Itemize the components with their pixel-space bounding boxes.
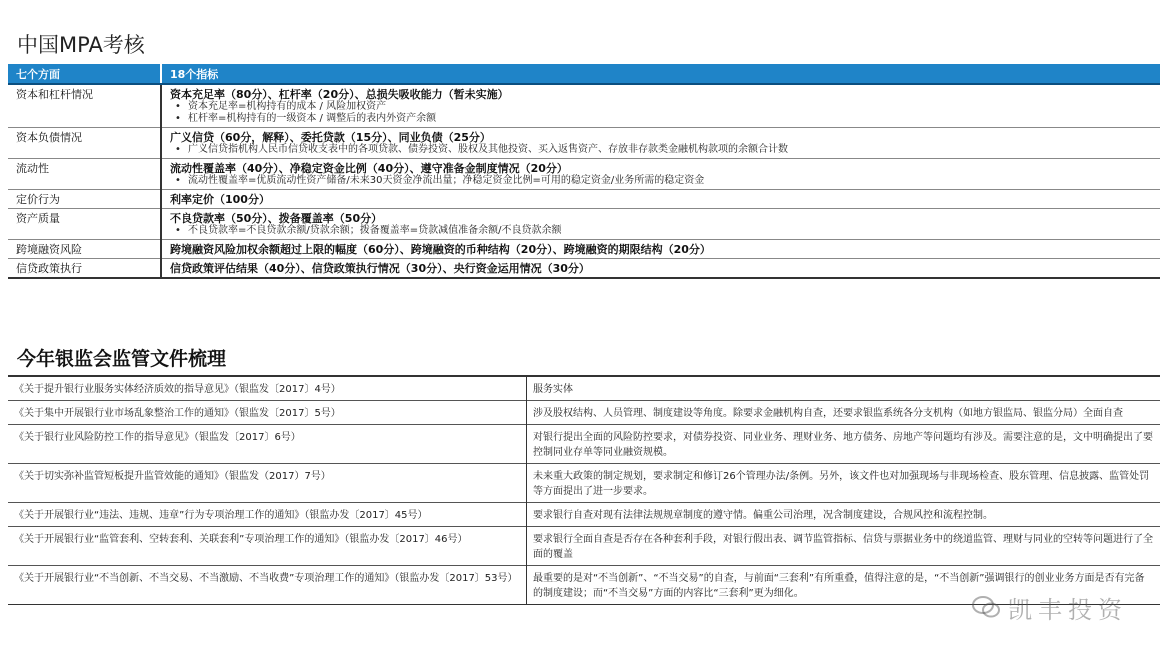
doc-row [8, 425, 1160, 464]
mpa-indicator-cell [161, 240, 1160, 259]
mpa-row [8, 209, 1160, 240]
doc-row [8, 464, 1160, 503]
mpa-indicator-cell [161, 190, 1160, 209]
mpa-indicator-cell [161, 128, 1160, 159]
mpa-category: 定价行为 [8, 190, 161, 209]
mpa-bullet: • 流动性覆盖率=优质流动性资产储备/未来30天资金净流出量；净稳定资金比例=可用的稳定资金/业务所需的稳定资金 [170, 175, 1154, 187]
mpa-row [8, 159, 1160, 190]
doc-row [8, 527, 1160, 566]
doc-name: 《关于开展银行业“监管套利、空转套利、关联套利”专项治理工作的通知》（银监办发〔2017〕46号） [8, 527, 527, 566]
doc-desc: 涉及股权结构、人员管理、制度建设等角度。除要求金融机构自查，还要求银监系统各分支机构（如地方银监局、银监分局）全面自查 [527, 401, 1161, 425]
doc-name: 《关于开展银行业“不当创新、不当交易、不当激励、不当收费”专项治理工作的通知》（银监办发〔2017〕53号） [8, 566, 527, 605]
mpa-bullet: • 广义信贷指机构人民币信贷收支表中的各项贷款、债券投资、股权及其他投资、买入返售资产、存放非存款类金融机构款项的余额合计数 [170, 144, 1154, 156]
mpa-indicator-cell [161, 259, 1160, 279]
mpa-header-row [8, 64, 1160, 84]
doc-desc: 要求银行自查对现有法律法规规章制度的遵守情。偏重公司治理，况含制度建设，合规风控和流程控制。 [527, 503, 1161, 527]
mpa-indicator: 跨境融资风险加权余额超过上限的幅度（60分）、跨境融资的币种结构（20分）、跨境融资的期限结构（20分） [170, 243, 711, 256]
doc-name: 《关于开展银行业“违法、违规、违章”行为专项治理工作的通知》（银监办发〔2017〕45号） [8, 503, 527, 527]
mpa-category: 信贷政策执行 [8, 259, 161, 279]
mpa-title: 中国MPA考核 [17, 33, 145, 57]
mpa-header-aspects: 七个方面 [8, 64, 161, 84]
mpa-category: 资产质量 [8, 209, 161, 240]
docs-table [8, 375, 1160, 605]
doc-name: 《关于银行业风险防控工作的指导意见》（银监发〔2017〕6号） [8, 425, 527, 464]
doc-name: 《关于切实弥补监管短板提升监管效能的通知》（银监发（2017）7号） [8, 464, 527, 503]
doc-desc: 对银行提出全面的风险防控要求，对债券投资、同业业务、理财业务、地方债务、房地产等问题均有涉及。需要注意的是，文中明确提出了要控制同业存单等同业融资规模。 [527, 425, 1161, 464]
mpa-indicator: 流动性覆盖率（40分）、净稳定资金比例（40分）、遵守准备金制度情况（20分） [170, 162, 568, 175]
mpa-bullet: • 杠杆率=机构持有的一级资本 / 调整后的表内外资产余额 [170, 113, 1154, 125]
mpa-row [8, 128, 1160, 159]
mpa-indicator-cell [161, 209, 1160, 240]
mpa-header-indicators: 18个指标 [161, 64, 1160, 84]
mpa-category: 跨境融资风险 [8, 240, 161, 259]
mpa-table [8, 64, 1160, 279]
mpa-category: 流动性 [8, 159, 161, 190]
watermark-text: 凯丰投资 [1008, 595, 1128, 624]
doc-desc: 服务实体 [527, 376, 1161, 401]
mpa-indicator-cell [161, 84, 1160, 128]
mpa-category: 资本负债情况 [8, 128, 161, 159]
docs-title: 今年银监会监管文件梳理 [17, 348, 227, 370]
doc-desc: 最重要的是对“不当创新”、“不当交易”的自查，与前面“三套利”有所重叠，值得注意的是，“不当创新”强调银行的创业业务方面是否有完备的制度建设；而“不当交易”方面的内容比“三套利”更为细化。 [527, 566, 1161, 605]
mpa-indicator: 利率定价（100分） [170, 193, 270, 206]
mpa-row [8, 190, 1160, 209]
mpa-row [8, 84, 1160, 128]
mpa-indicator: 广义信贷（60分，解释）、委托贷款（15分）、同业负债（25分） [170, 131, 491, 144]
mpa-bullet: • 不良贷款率=不良贷款余额/贷款余额；拨备覆盖率=贷款减值准备余额/不良贷款余额 [170, 225, 1154, 237]
doc-desc: 要求银行全面自查是否存在各种套利手段，对银行假出表、调节监管指标、信贷与票据业务中的绕道监管、理财与同业的空转等问题进行了全面的覆盖 [527, 527, 1161, 566]
doc-name: 《关于集中开展银行业市场乱象整治工作的通知》（银监发〔2017〕5号） [8, 401, 527, 425]
wechat-icon [972, 596, 1000, 618]
mpa-indicator-cell [161, 159, 1160, 190]
mpa-indicator: 信贷政策评估结果（40分）、信贷政策执行情况（30分）、央行资金运用情况（30分） [170, 262, 590, 275]
mpa-category: 资本和杠杆情况 [8, 84, 161, 128]
watermark [972, 588, 1147, 626]
doc-name: 《关于提升银行业服务实体经济质效的指导意见》（银监发〔2017〕4号） [8, 376, 527, 401]
mpa-bullet: • 资本充足率=机构持有的成本 / 风险加权资产 [170, 101, 1154, 113]
mpa-row [8, 240, 1160, 259]
doc-row [8, 503, 1160, 527]
doc-row [8, 376, 1160, 401]
doc-desc: 未来重大政策的制定规划，要求制定和修订26个管理办法/条例。另外，该文件也对加强现场与非现场检查、股东管理、信息披露、监管处罚等方面提出了进一步要求。 [527, 464, 1161, 503]
mpa-row [8, 259, 1160, 279]
mpa-indicator: 不良贷款率（50分）、拨备覆盖率（50分） [170, 212, 383, 225]
mpa-indicator: 资本充足率（80分）、杠杆率（20分）、总损失吸收能力（暂未实施） [170, 88, 509, 101]
doc-row [8, 401, 1160, 425]
